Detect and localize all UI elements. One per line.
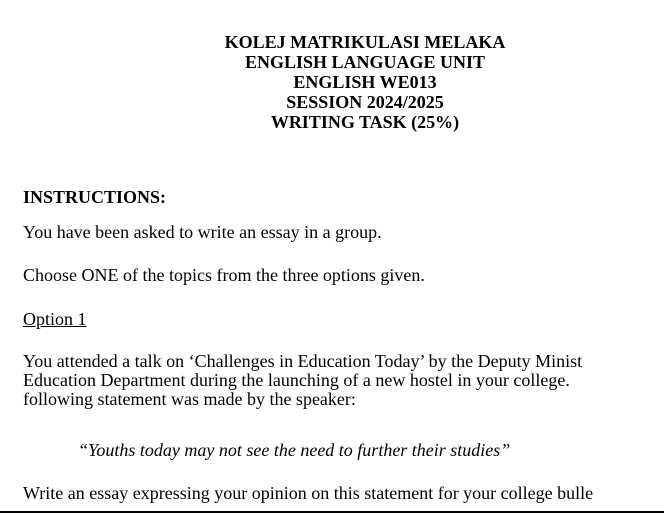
option-1-label: Option 1	[23, 309, 87, 329]
header-course-code: ENGLISH WE013	[293, 72, 437, 92]
instruction-line-2: Choose ONE of the topics from the three options given.	[23, 265, 425, 285]
document-header	[0, 32, 664, 132]
bottom-divider	[0, 511, 664, 513]
option-1-quote: “Youths today may not see the need to further their studies”	[78, 440, 511, 460]
option-1-paragraph-line-3: following statement was made by the speaker:	[23, 389, 356, 409]
option-1-task-line: Write an essay expressing your opinion on this statement for your college bulle	[23, 483, 594, 503]
header-session: SESSION 2024/2025	[286, 92, 444, 112]
header-unit: ENGLISH LANGUAGE UNIT	[244, 52, 486, 72]
instruction-line-1: You have been asked to write an essay in a group.	[23, 222, 382, 242]
header-institution: KOLEJ MATRIKULASI MELAKA	[224, 32, 506, 52]
option-1-paragraph-line-1: You attended a talk on ‘Challenges in Education Today’ by the Deputy Minist	[23, 351, 583, 371]
header-task-title: WRITING TASK (25%)	[270, 112, 460, 132]
instructions-heading: INSTRUCTIONS:	[23, 187, 167, 207]
option-1-paragraph	[23, 352, 582, 409]
option-1-paragraph-line-2: Education Department during the launching of a new hostel in your college.	[23, 370, 570, 390]
